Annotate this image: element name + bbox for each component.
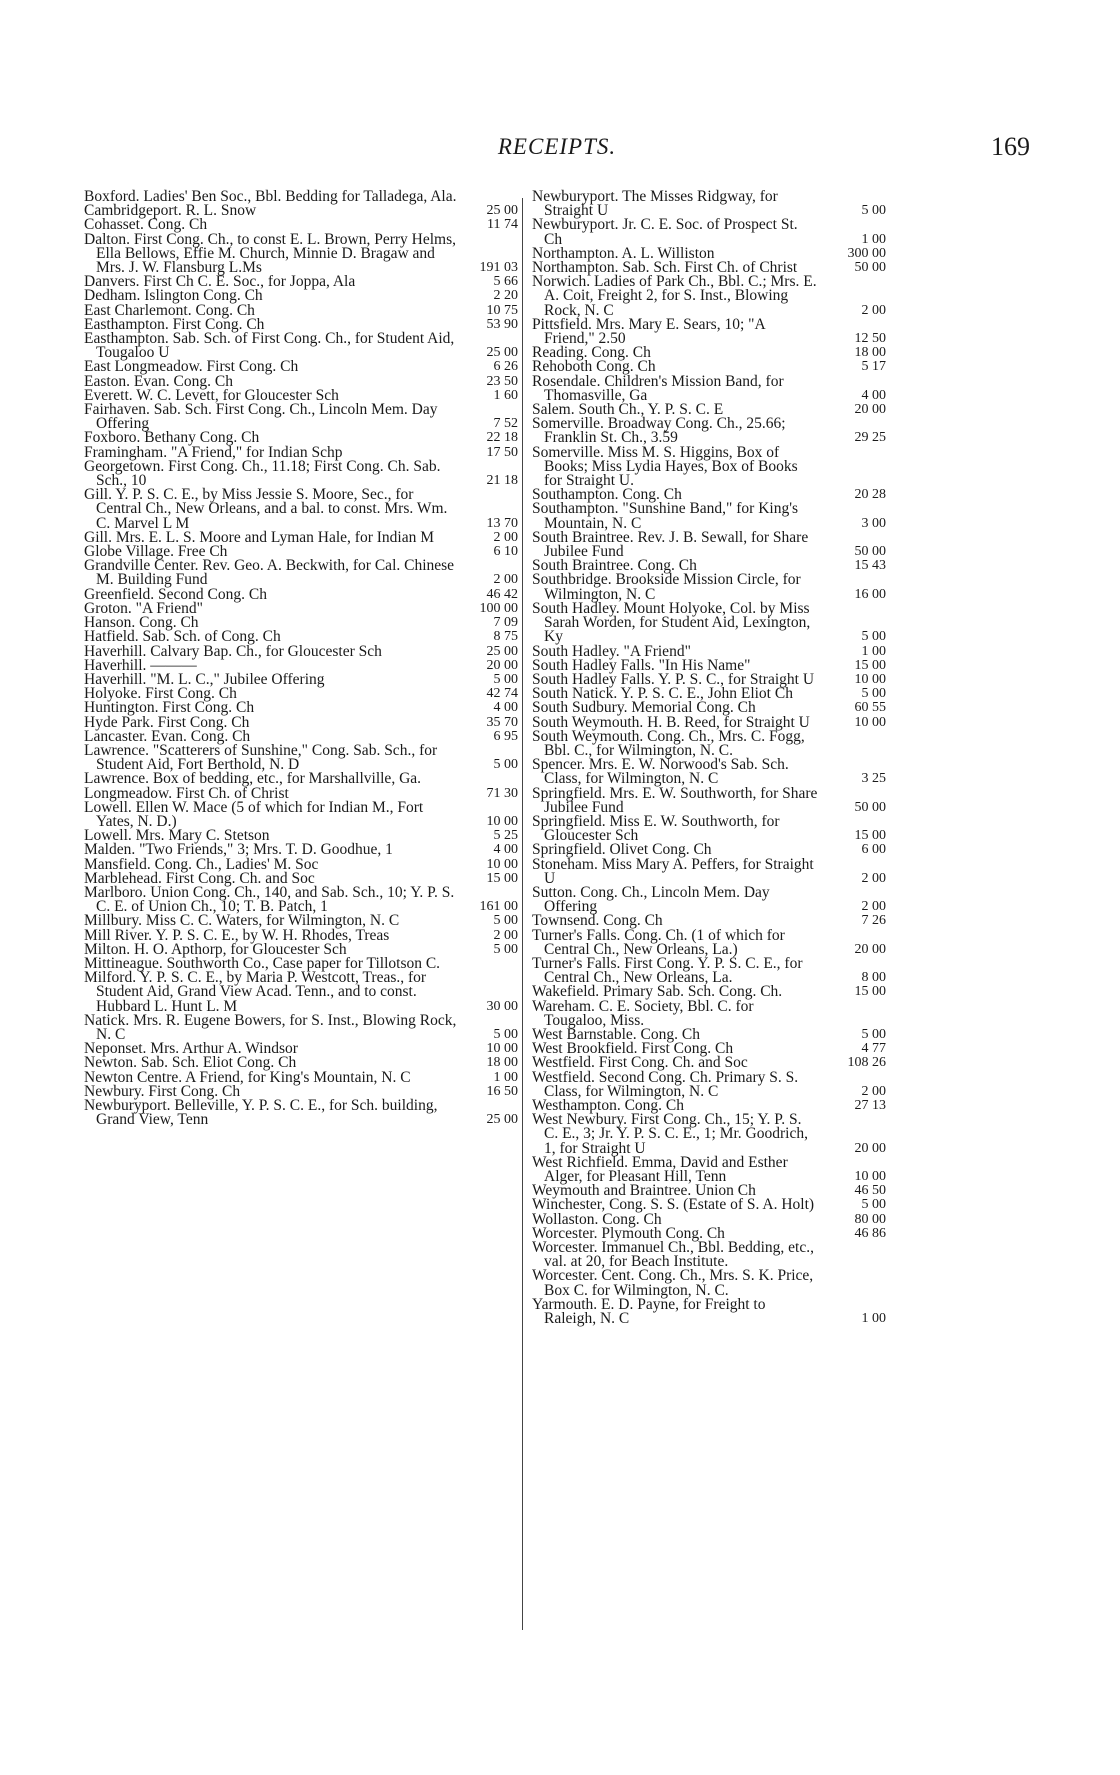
entry-amount: 2 00	[861, 1083, 886, 1099]
entry-text: Milford. Y. P. S. C. E., by Maria P. Westcott, Treas., for Student Aid, Grand View Acad. Tenn., and to const. Hubbard L. Hunt L. M	[84, 969, 427, 1015]
entry-amount: 2 00	[493, 927, 518, 943]
entry-text: Hanson. Cong. Ch	[84, 614, 199, 632]
entry-amount: 18 00	[486, 1055, 518, 1071]
receipt-entry	[84, 1011, 518, 1043]
entry-text: Reading. Cong. Ch	[532, 344, 651, 362]
entry-amount: 46 86	[854, 1225, 886, 1241]
entry-amount: 8 75	[493, 629, 518, 645]
entry-amount: 5 00	[861, 1026, 886, 1042]
page-number: 169	[991, 132, 1030, 161]
entry-text: South Hadley Falls. Y. P. S. C., for Straight U	[532, 670, 815, 688]
entry-amount: 4 00	[493, 700, 518, 716]
entry-text: West Barnstable. Cong. Ch	[532, 1025, 700, 1043]
entry-text: Sutton. Cong. Ch., Lincoln Mem. Day Offering	[532, 883, 770, 916]
entry-amount: 21 18	[486, 473, 518, 489]
receipt-entry	[532, 528, 886, 561]
entry-amount: 191 03	[479, 260, 518, 276]
entry-text: Dalton. First Cong. Ch., to const E. L. Brown, Perry Helms, Ella Bellows, Effie M. Church, Minnie D. Bragaw and Mrs. J. W. Flansburg L.Ms	[84, 230, 456, 277]
entry-text: Grandville Center. Rev. Geo. A. Beckwith, for Cal. Chinese M. Building Fund	[84, 557, 455, 589]
entry-amount: 18 00	[854, 345, 886, 361]
entry-text: Georgetown. First Cong. Ch., 11.18; First Cong. Ch. Sab. Sch., 10	[84, 457, 441, 490]
entry-amount: 5 00	[493, 941, 518, 957]
entry-amount: 25 00	[486, 643, 518, 659]
receipt-entry	[532, 1241, 886, 1269]
entry-text: Cambridgeport. R. L. Snow	[84, 202, 257, 220]
entry-amount: 15 00	[854, 984, 886, 1000]
entry-text: Haverhill. "M. L. C.," Jubilee Offering	[84, 670, 325, 688]
entry-text: West Newbury. First Cong. Ch., 15; Y. P. S. C. E., 3; Jr. Y. P. S. C. E., 1; Mr. Goodrich, 1, for Straight U	[532, 1111, 808, 1157]
page-header	[84, 128, 1030, 168]
entry-amount: 5 66	[493, 274, 518, 290]
entry-amount: 11 74	[487, 217, 518, 233]
entry-text: Lowell. Ellen W. Mace (5 of which for Indian M., Fort Yates, N. D.)	[84, 798, 424, 830]
receipt-entry	[532, 275, 886, 318]
entry-text: Newton Centre. A Friend, for King's Mountain, N. C	[84, 1068, 411, 1086]
entry-text: Haverhill. Calvary Bap. Ch., for Gloucester Sch	[84, 642, 382, 660]
receipt-entry	[532, 758, 886, 786]
entry-amount: 46 42	[486, 586, 518, 602]
entry-amount: 5 00	[493, 671, 518, 687]
entry-text: Wollaston. Cong. Ch	[532, 1210, 662, 1228]
entry-text: Spencer. Mrs. E. W. Norwood's Sab. Sch. Class, for Wilmington, N. C	[532, 756, 789, 788]
entry-amount: 20 28	[854, 487, 886, 503]
receipt-entry	[532, 954, 886, 987]
entry-amount: 20 00	[854, 1140, 886, 1156]
entry-amount: 15 00	[854, 828, 886, 844]
entry-text: Hatfield. Sab. Sch. of Cong. Ch	[84, 628, 281, 646]
entry-amount: 5 25	[493, 828, 518, 844]
entry-amount: 50 00	[854, 260, 886, 276]
receipt-entry	[532, 1113, 886, 1156]
entry-text: Marblehead. First Cong. Ch. and Soc	[84, 869, 315, 887]
entry-amount: 6 95	[493, 728, 518, 744]
entry-text: South Braintree. Rev. J. B. Sewall, for Share Jubilee Fund	[532, 528, 809, 561]
entry-amount: 5 00	[861, 686, 886, 702]
receipt-entry	[532, 997, 886, 1029]
entry-text: Mittineague. Southworth Co., Case paper for Tillotson C.	[84, 954, 441, 972]
entry-amount: 2 20	[493, 288, 518, 304]
entry-text: Malden. "Two Friends," 3; Mrs. T. D. Goodhue, 1	[84, 841, 393, 859]
left-column	[84, 190, 518, 1127]
entry-amount: 2 00	[861, 302, 886, 318]
receipt-entry	[532, 315, 886, 348]
entry-text: Lawrence. Box of bedding, etc., for Marshallville, Ga.	[84, 770, 422, 788]
entry-text: Mill River. Y. P. S. C. E., by W. H. Rhodes, Treas	[84, 926, 390, 944]
entry-text: Wakefield. Primary Sab. Sch. Cong. Ch.	[532, 983, 783, 1001]
entry-amount: 5 00	[493, 757, 518, 773]
entry-amount: 4 00	[493, 842, 518, 858]
entry-amount: 5 00	[493, 913, 518, 929]
entry-amount: 2 00	[861, 899, 886, 915]
receipt-entry	[532, 190, 886, 218]
column-divider	[522, 198, 523, 1630]
entry-amount: 20 00	[854, 941, 886, 957]
entry-amount: 2 00	[861, 870, 886, 886]
entry-amount: 7 09	[493, 615, 518, 631]
receipt-entry	[84, 971, 518, 1014]
receipt-entry	[532, 372, 886, 404]
entry-text: Holyoke. First Cong. Ch	[84, 685, 237, 703]
entry-text: Westfield. Second Cong. Ch. Primary S. S. Class, for Wilmington, N. C	[532, 1068, 799, 1100]
entry-text: Weymouth and Braintree. Union Ch	[532, 1182, 756, 1200]
entry-text: Northampton. A. L. Williston	[532, 244, 715, 262]
entry-text: Winchester, Cong. S. S. (Estate of S. A. Holt)	[532, 1196, 815, 1214]
entry-text: Newburyport. Belleville, Y. P. S. C. E., for Sch. building, Grand View, Tenn	[84, 1097, 438, 1129]
receipt-entry	[532, 1295, 886, 1328]
entry-amount: 108 26	[847, 1055, 886, 1071]
entry-text: Newburyport. Jr. C. E. Soc. of Prospect St. Ch	[532, 216, 798, 248]
entry-text: Everett. W. C. Levett, for Gloucester Sch	[84, 386, 339, 404]
entry-text: Gill. Y. P. S. C. E., by Miss Jessie S. Moore, Sec., for Central Ch., New Orleans, and a bal. to const. Mrs. Wm. C. Marvel L M	[84, 486, 448, 532]
receipt-entry	[532, 599, 886, 646]
entry-amount: 16 00	[854, 586, 886, 602]
entry-amount: 1 00	[493, 1069, 518, 1085]
entry-text: Hyde Park. First Cong. Ch	[84, 713, 250, 731]
entry-text: South Hadley. "A Friend"	[532, 642, 691, 660]
entry-text: Dedham. Islington Cong. Ch	[84, 287, 263, 305]
entry-text: Newton. Sab. Sch. Eliot Cong. Ch	[84, 1054, 297, 1072]
entry-text: Neponset. Mrs. Arthur A. Windsor	[84, 1040, 298, 1058]
entry-amount: 5 17	[861, 359, 886, 375]
receipt-entry	[532, 417, 886, 445]
entry-amount: 15 00	[486, 870, 518, 886]
entry-text: Rosendale. Children's Mission Band, for Thomasville, Ga	[532, 372, 784, 404]
entry-text: Rehoboth Cong. Ch	[532, 358, 656, 376]
entry-amount: 10 00	[486, 813, 518, 829]
entry-text: Framingham. "A Friend," for Indian Schp	[84, 443, 343, 461]
entry-amount: 15 43	[854, 558, 886, 574]
entry-amount: 20 00	[486, 657, 518, 673]
entry-amount: 6 26	[493, 359, 518, 375]
entry-amount: 2 00	[493, 572, 518, 588]
entry-text: Newbury. First Cong. Ch	[84, 1082, 241, 1100]
entry-text: Springfield. Mrs. E. W. Southworth, for Share Jubilee Fund	[532, 784, 818, 816]
entry-text: Lowell. Mrs. Mary C. Stetson	[84, 827, 270, 845]
entry-text: Boxford. Ladies' Ben Soc., Bbl. Bedding for Talladega, Ala.	[84, 188, 457, 205]
entry-amount: 22 18	[486, 430, 518, 446]
receipt-entry	[532, 218, 886, 246]
entry-text: Groton. "A Friend"	[84, 599, 203, 617]
entry-text: Fairhaven. Sab. Sch. First Cong. Ch., Lincoln Mem. Day Offering	[84, 401, 438, 433]
entry-amount: 27 13	[854, 1098, 886, 1113]
receipt-entry	[532, 1068, 886, 1100]
entry-amount: 8 00	[861, 970, 886, 986]
entry-text: Southbridge. Brookside Mission Circle, for Wilmington, N. C	[532, 571, 801, 603]
entry-amount: 13 70	[486, 515, 518, 531]
entry-text: Natick. Mrs. R. Eugene Bowers, for S. Inst., Blowing Rock, N. C	[84, 1011, 457, 1043]
receipt-entry	[532, 502, 886, 530]
entry-amount: 10 00	[854, 714, 886, 730]
entry-text: West Richfield. Emma, David and Esther Alger, for Pleasant Hill, Tenn	[532, 1153, 788, 1186]
entry-amount: 1 60	[493, 387, 518, 403]
entry-amount: 25 00	[486, 203, 518, 219]
entry-amount: 80 00	[854, 1211, 886, 1227]
entry-text: Westhampton. Cong. Ch	[532, 1097, 685, 1114]
entry-text: Longmeadow. First Ch. of Christ	[84, 784, 289, 802]
entry-text: Newburyport. The Misses Ridgway, for Straight U	[532, 188, 778, 220]
entry-text: Greenfield. Second Cong. Ch	[84, 585, 267, 603]
receipt-entry	[532, 784, 886, 816]
entry-amount: 5 00	[493, 1026, 518, 1042]
entry-amount: 46 50	[854, 1183, 886, 1199]
entry-text: Norwich. Ladies of Park Ch., Bbl. C.; Mrs. E. A. Coit, Freight 2, for S. Inst., Blowing Rock, N. C	[532, 273, 817, 319]
entry-amount: 6 10	[493, 544, 518, 560]
receipt-entry	[532, 573, 886, 601]
entry-amount: 29 25	[854, 430, 886, 446]
entry-text: Southampton. Cong. Ch	[532, 486, 682, 504]
entry-text: Marlboro. Union Cong. Ch., 140, and Sab. Sch., 10; Y. P. S. C. E. of Union Ch., 10; T. B. Patch, 1	[84, 883, 455, 916]
entry-text: South Braintree. Cong. Ch	[532, 557, 697, 575]
entry-amount: 53 90	[486, 316, 518, 332]
entry-text: Townsend. Cong. Ch	[532, 912, 663, 930]
entry-amount: 15 00	[854, 657, 886, 673]
entry-amount: 2 00	[493, 529, 518, 545]
entry-text: Globe Village. Free Ch	[84, 543, 228, 561]
entry-text: Lawrence. "Scatterers of Sunshine," Cong. Sab. Sch., for Student Aid, Fort Berthold, N. D	[84, 741, 438, 774]
entry-amount: 12 50	[854, 331, 886, 347]
entry-amount: 35 70	[486, 714, 518, 730]
entry-text: Yarmouth. E. D. Payne, for Freight to Raleigh, N. C	[532, 1295, 766, 1328]
entry-text: Wareham. C. E. Society, Bbl. C. for Tougaloo, Miss.	[532, 997, 754, 1029]
entry-amount: 10 00	[486, 1041, 518, 1057]
entry-text: East Charlemont. Cong. Ch	[84, 301, 255, 319]
entry-amount: 5 00	[861, 203, 886, 219]
receipt-entry	[84, 230, 518, 277]
entry-amount: 42 74	[486, 686, 518, 702]
receipt-entry	[532, 727, 886, 759]
entry-text: Haverhill. ———	[84, 656, 197, 674]
receipt-entry	[532, 443, 886, 490]
entry-text: Salem. South Ch., Y. P. S. C. E	[532, 401, 724, 419]
entry-text: Stoneham. Miss Mary A. Peffers, for Straight U	[532, 855, 814, 887]
entry-amount: 100 00	[479, 600, 518, 616]
entry-amount: 4 77	[861, 1041, 886, 1057]
entry-text: Easton. Evan. Cong. Ch	[84, 372, 233, 390]
entry-text: Gill. Mrs. E. L. S. Moore and Lyman Hale, for Indian M	[84, 528, 434, 546]
entry-text: Northampton. Sab. Sch. First Ch. of Christ	[532, 259, 798, 277]
entry-amount: 17 50	[486, 444, 518, 460]
receipt-entry	[84, 403, 518, 431]
entry-amount: 7 52	[493, 416, 518, 432]
entry-amount: 10 75	[486, 302, 518, 318]
entry-text: Somerville. Broadway Cong. Ch., 25.66; Franklin St. Ch., 3.59	[532, 415, 786, 447]
entry-text: West Brookfield. First Cong. Ch	[532, 1040, 734, 1058]
entry-text: Springfield. Miss E. W. Southworth, for Gloucester Sch	[532, 812, 780, 845]
entry-text: Worcester. Cent. Cong. Ch., Mrs. S. K. Price, Box C. for Wilmington, N. C.	[532, 1267, 814, 1299]
entry-amount: 50 00	[854, 544, 886, 560]
entry-text: East Longmeadow. First Cong. Ch	[84, 358, 299, 376]
entry-amount: 3 00	[861, 515, 886, 531]
entry-amount: 1 00	[861, 643, 886, 659]
entry-text: Milton. H. O. Apthorp, for Gloucester Sch	[84, 940, 347, 958]
entry-amount: 161 00	[479, 899, 518, 915]
receipt-entry	[532, 883, 886, 916]
entry-text: South Weymouth. H. B. Reed, for Straight U	[532, 713, 810, 731]
entry-text: Worcester. Immanuel Ch., Bbl. Bedding, etc., val. at 20, for Beach Institute.	[532, 1239, 814, 1271]
entry-text: Turner's Falls. Cong. Ch. (1 of which for Central Ch., New Orleans, La.)	[532, 926, 785, 958]
entry-text: Southampton. "Sunshine Band," for King's Mountain, N. C	[532, 500, 799, 532]
entry-amount: 10 00	[854, 1169, 886, 1185]
entry-text: Turner's Falls. First Cong. Y. P. S. C. E., for Central Ch., New Orleans, La.	[532, 954, 803, 987]
entry-text: Easthampton. Sab. Sch. of First Cong. Ch., for Student Aid, Tougaloo U	[84, 330, 455, 362]
entry-text: South Natick. Y. P. S. C. E., John Eliot Ch	[532, 685, 793, 703]
entry-amount: 300 00	[847, 245, 886, 261]
entry-text: South Sudbury. Memorial Cong. Ch	[532, 699, 756, 717]
entry-text: South Hadley Falls. "In His Name"	[532, 656, 751, 674]
receipt-entry	[84, 798, 518, 830]
entry-amount: 16 50	[486, 1083, 518, 1099]
entry-text: Foxboro. Bethany Cong. Ch	[84, 429, 260, 447]
entry-amount: 7 26	[861, 913, 886, 929]
entry-amount: 3 25	[861, 771, 886, 787]
entry-amount: 50 00	[854, 799, 886, 815]
entry-amount: 10 00	[486, 856, 518, 872]
receipt-entry	[532, 855, 886, 887]
entry-text: Pittsfield. Mrs. Mary E. Sears, 10; "A Friend," 2.50	[532, 315, 765, 348]
receipt-entry	[84, 488, 518, 531]
entry-amount: 5 00	[861, 629, 886, 645]
entry-text: Worcester. Plymouth Cong. Ch	[532, 1224, 725, 1242]
receipt-entry	[84, 883, 518, 916]
entry-amount: 23 50	[486, 373, 518, 389]
entry-amount: 5 00	[861, 1197, 886, 1213]
receipt-entry	[84, 1099, 518, 1127]
receipt-entry	[532, 1153, 886, 1186]
entry-text: Lancaster. Evan. Cong. Ch	[84, 727, 251, 745]
receipt-entry	[532, 926, 886, 958]
entry-text: Somerville. Miss M. S. Higgins, Box of Books; Miss Lydia Hayes, Box of Books for Straight U.	[532, 443, 798, 490]
right-column	[532, 190, 886, 1326]
entry-amount: 25 00	[486, 345, 518, 361]
receipt-entry	[84, 332, 518, 360]
entry-amount: 1 00	[861, 231, 886, 247]
entry-text: Huntington. First Cong. Ch	[84, 699, 255, 717]
entry-text: Cohasset. Cong. Ch	[84, 216, 208, 234]
entry-text: Danvers. First Ch C. E. Soc., for Joppa, Ala	[84, 273, 356, 291]
entry-text: Springfield. Olivet Cong. Ch	[532, 841, 712, 859]
entry-text: Easthampton. First Cong. Ch	[84, 315, 265, 333]
entry-amount: 30 00	[486, 998, 518, 1014]
entry-amount: 60 55	[854, 700, 886, 716]
receipt-entry	[84, 741, 518, 774]
entry-text: South Hadley. Mount Holyoke, Col. by Miss Sarah Worden, for Student Aid, Lexington, Ky	[532, 599, 811, 646]
entry-amount: 20 00	[854, 402, 886, 418]
entry-amount: 4 00	[861, 387, 886, 403]
entry-amount: 25 00	[486, 1112, 518, 1128]
entry-text: Westfield. First Cong. Ch. and Soc	[532, 1054, 748, 1072]
receipt-entry	[532, 812, 886, 845]
receipt-entry	[532, 1269, 886, 1297]
receipt-entry	[84, 559, 518, 587]
running-title: RECEIPTS.	[497, 134, 617, 159]
entry-text: Millbury. Miss C. C. Waters, for Wilmington, N. C	[84, 912, 400, 930]
entry-amount: 6 00	[861, 842, 886, 858]
entry-amount: 10 00	[854, 671, 886, 687]
receipt-entry	[84, 457, 518, 490]
entry-text: Mansfield. Cong. Ch., Ladies' M. Soc	[84, 855, 319, 873]
entry-amount: 1 00	[861, 1311, 886, 1327]
entry-amount: 71 30	[486, 785, 518, 801]
entry-text: South Weymouth. Cong. Ch., Mrs. C. Fogg, Bbl. C., for Wilmington, N. C.	[532, 727, 805, 759]
